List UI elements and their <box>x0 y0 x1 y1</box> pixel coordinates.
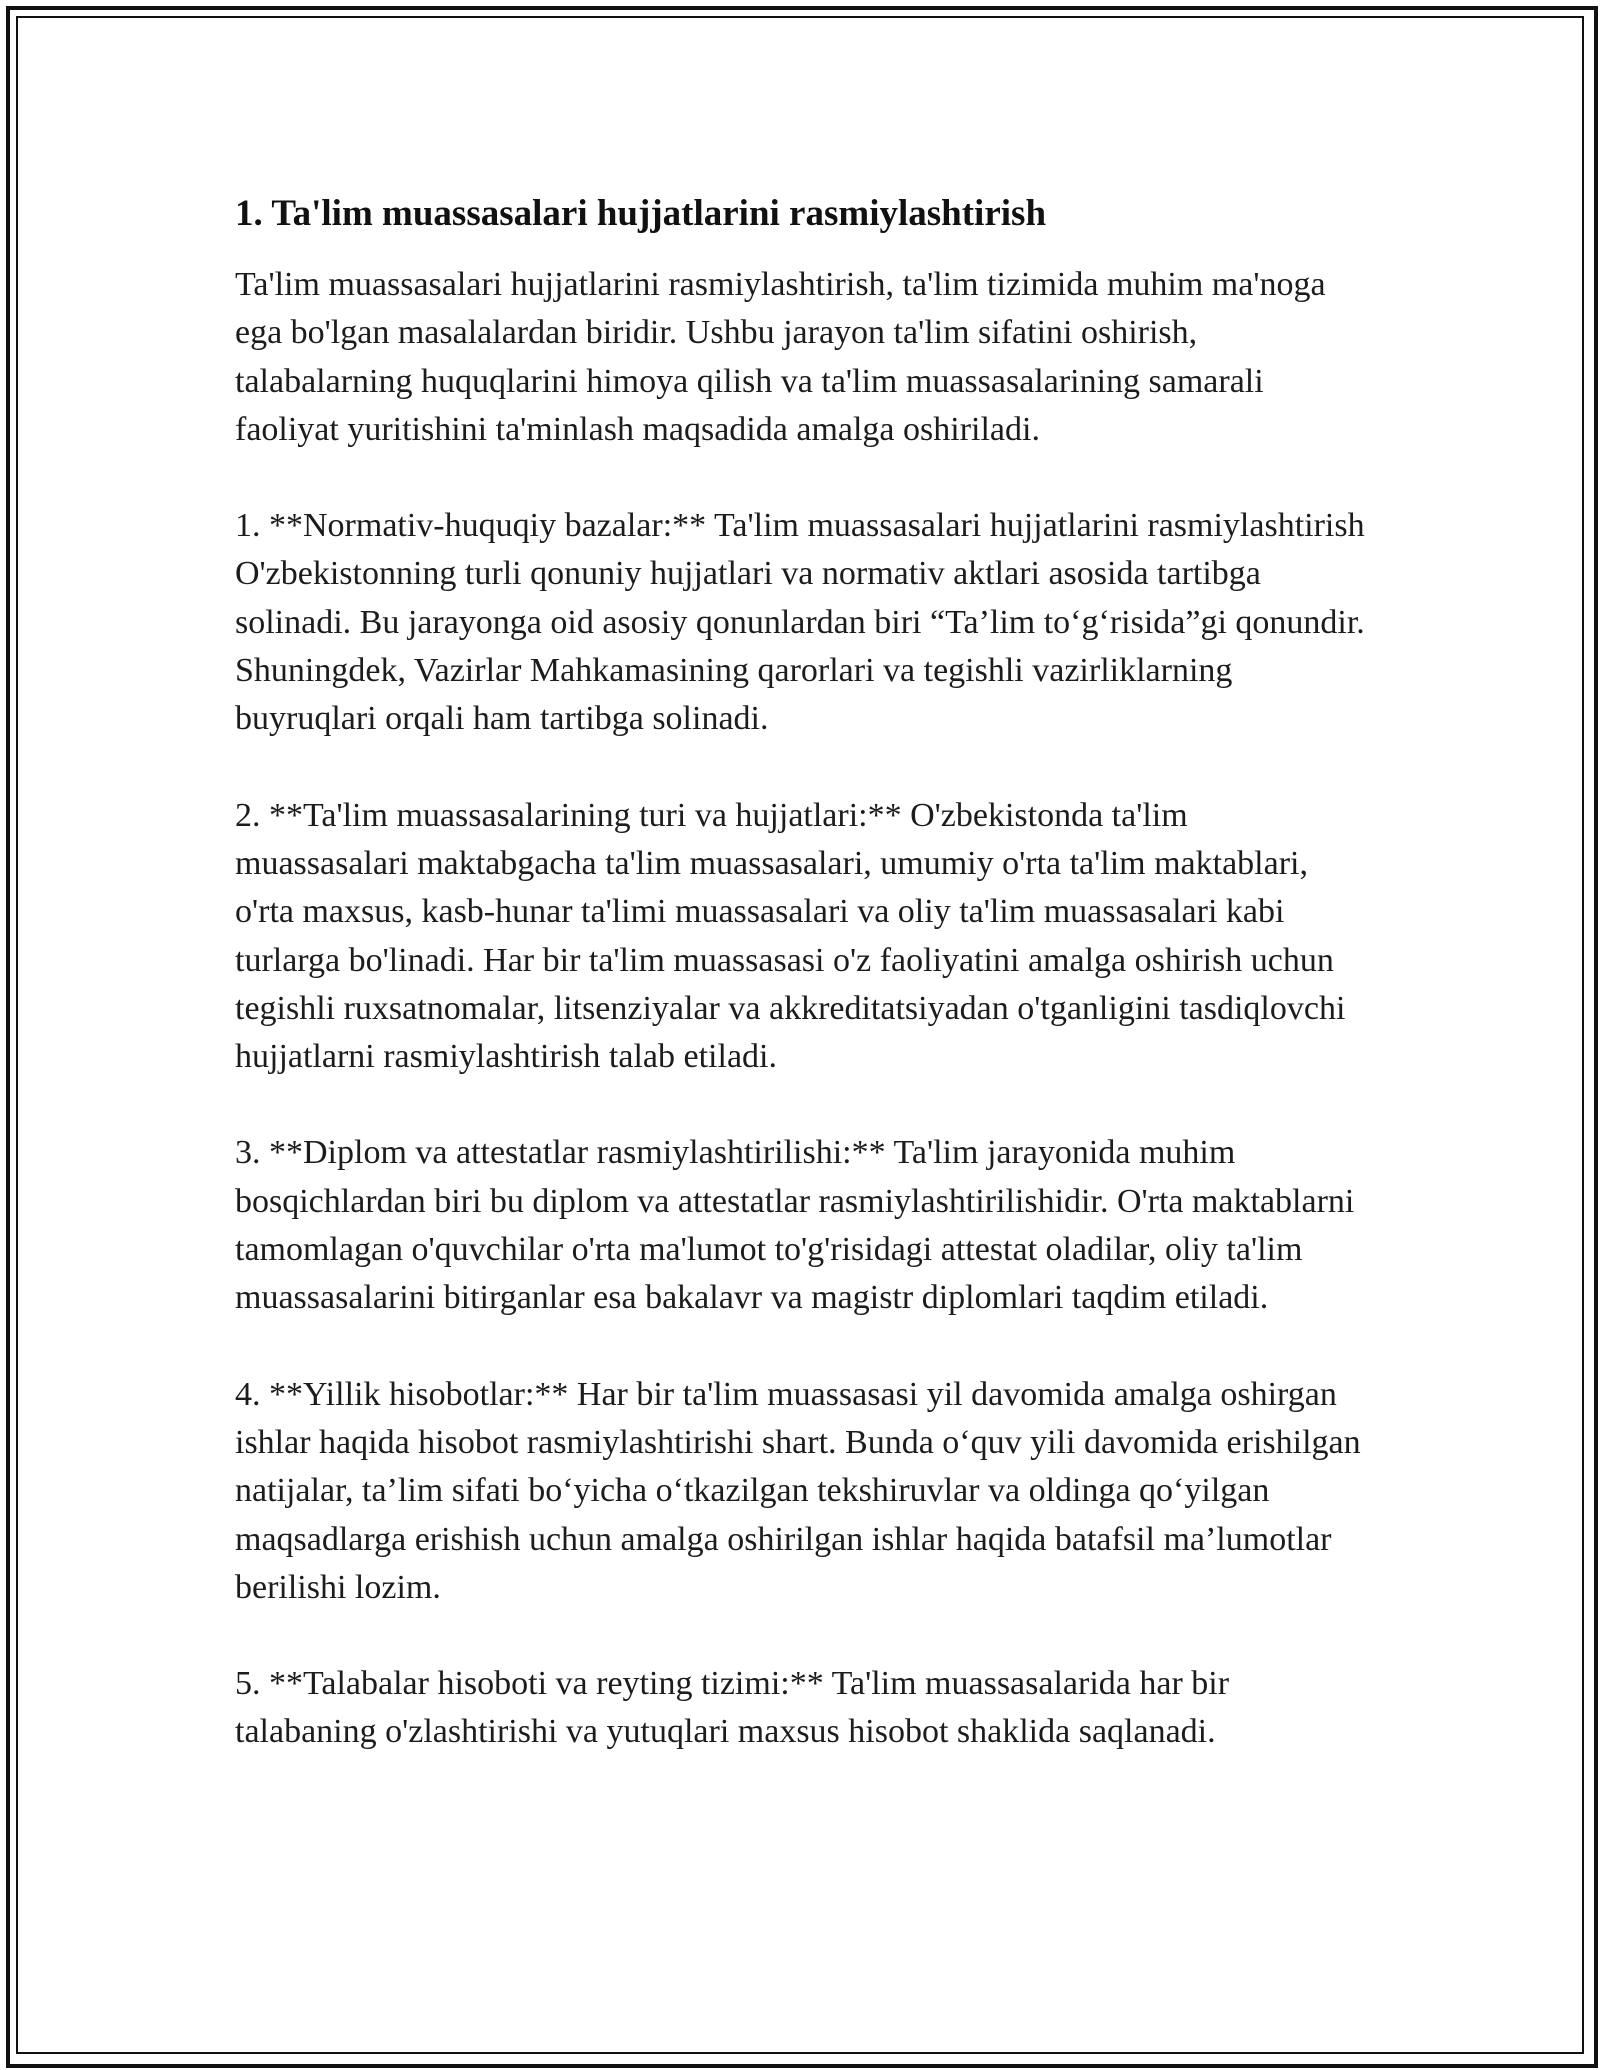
section-heading: 1. Ta'lim muassasalari hujjatlarini rasmiylashtirish <box>235 193 1047 234</box>
document-body <box>235 187 1365 1757</box>
paragraph-yillik-hisobotlar: 4. **Yillik hisobotlar:** Har bir ta'lim muassasasi yil davomida amalga oshirgan ishlar haqida hisobot rasmiylashtirishi shart. Bunda o‘quv yili davomida erishilgan natijalar, ta’lim sifati bo‘yicha o‘tkazilgan tekshiruvlar va oldinga qo‘yilgan maqsadlarga erishish uchun amalga oshirilgan ishlar haqida batafsil ma’lumotlar berilishi lozim. <box>235 1375 1361 1606</box>
paragraph-muassasa-turlari: 2. **Ta'lim muassasalarining turi va hujjatlari:** O'zbekistonda ta'lim muassasalari maktabgacha ta'lim muassasalari, umumiy o'rta ta'lim maktablari, o'rta maxsus, kasb-hunar ta'limi muassasalari va oliy ta'lim muassasalari kabi turlarga bo'linadi. Har bir ta'lim muassasasi o'z faoliyatini amalga oshirish uchun tegishli ruxsatnomalar, litsenziyalar va akkreditatsiyadan o'tganligini tasdiqlovchi hujjatlarni rasmiylashtirish talab etiladi. <box>235 796 1346 1076</box>
paragraph-diplom-attestat: 3. **Diplom va attestatlar rasmiylashtirilishi:** Ta'lim jarayonida muhim bosqichlardan biri bu diplom va attestatlar rasmiylashtirilishidir. O'rta maktablarni tamomlagan o'quvchilar o'rta ma'lumot to'g'risidagi attestat oladilar, oliy ta'lim muassasalarini bitirganlar esa bakalavr va magistr diplomlari taqdim etiladi. <box>235 1134 1355 1317</box>
paragraph-normativ-huquqiy: 1. **Normativ-huquqiy bazalar:** Ta'lim muassasalari hujjatlarini rasmiylashtirish O'zbekistonning turli qonuniy hujjatlari va normativ aktlari asosida tartibga solinadi. Bu jarayonga oid asosiy qonunlardan biri “Ta’lim to‘g‘risida”gi qonundir. Shuningdek, Vazirlar Mahkamasining qarorlari va tegishli vazirliklarning buyruqlari orqali ham tartibga solinadi. <box>235 507 1365 738</box>
paragraph-talabalar-reyting: 5. **Talabalar hisoboti va reyting tizimi:** Ta'lim muassasalarida har bir talabaning o'zlashtirishi va yutuqlari maxsus hisobot shaklida saqlanadi. <box>235 1665 1230 1751</box>
intro-paragraph: Ta'lim muassasalari hujjatlarini rasmiylashtirish, ta'lim tizimida muhim ma'noga ega bo'lgan masalalardan biridir. Ushbu jarayon ta'lim sifatini oshirish, talabalarning huquqlarini himoya qilish va ta'lim muassasalarining samarali faoliyat yuritishini ta'minlash maqsadida amalga oshiriladi. <box>235 266 1326 448</box>
